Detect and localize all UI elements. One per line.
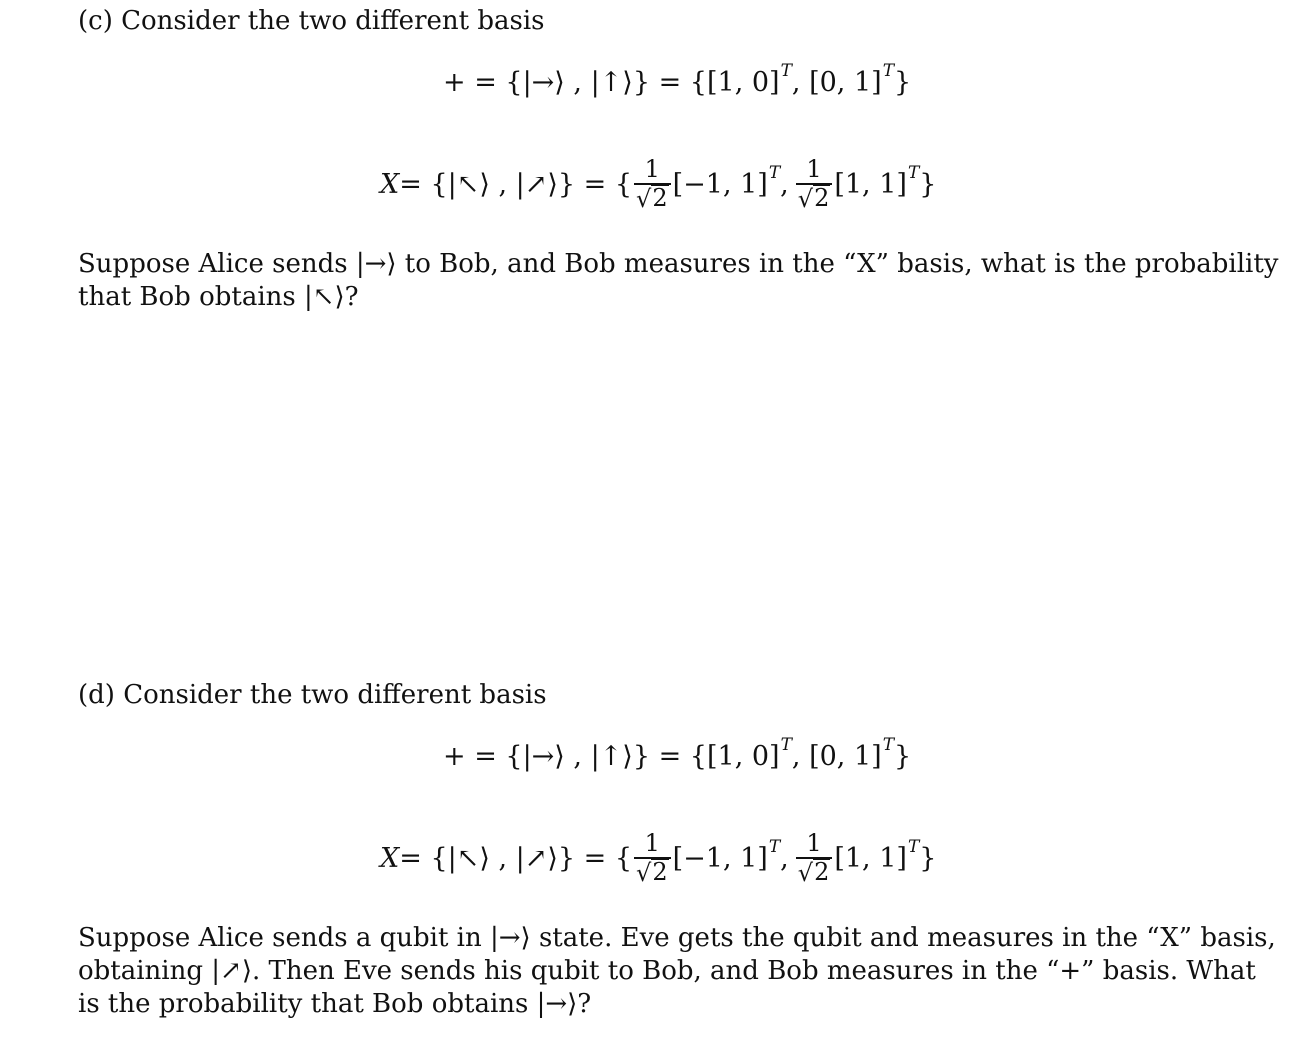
x-basis-lhs: X — [380, 842, 400, 874]
comma: , — [780, 168, 789, 200]
sqrt-symbol: √ — [636, 184, 652, 213]
sqrt-radicand: 2 — [652, 857, 668, 886]
question-line: Suppose Alice sends a qubit in |→⟩ state. Eve gets the qubit and measures in the “X” basis, — [78, 923, 1276, 953]
problem-c — [78, 4, 1279, 312]
transpose-sup: T — [882, 60, 895, 81]
problem-d-question — [78, 922, 1276, 1021]
transpose-sup: T — [768, 836, 781, 857]
transpose-sup: T — [780, 734, 792, 755]
plus-basis-lhs: + = {|→⟩ , |↑⟩} = {[1, 0] — [443, 740, 780, 772]
vector-1: [−1, 1] — [672, 842, 768, 874]
transpose-sup: T — [907, 836, 920, 857]
fraction-numerator: 1 — [806, 829, 822, 858]
plus-basis-end: } — [894, 740, 912, 772]
problem-d-heading: (d) Consider the two different basis — [78, 680, 547, 710]
x-basis-eq-part: = {|↖⟩ , |↗⟩} = { — [399, 842, 633, 874]
problem-d — [78, 678, 1276, 1019]
fraction-denominator — [796, 185, 833, 213]
x-basis-eq-part: = {|↖⟩ , |↗⟩} = { — [399, 168, 633, 200]
transpose-sup: T — [780, 60, 792, 81]
fraction-one-over-sqrt2 — [634, 155, 671, 213]
x-basis-equation — [380, 144, 936, 224]
fraction-one-over-sqrt2 — [634, 829, 671, 887]
fraction-denominator — [634, 859, 671, 887]
plus-basis-lhs: + = {|→⟩ , |↑⟩} = {[1, 0] — [443, 66, 780, 98]
fraction-numerator: 1 — [644, 829, 660, 858]
sqrt-radicand: 2 — [814, 857, 830, 886]
fraction-denominator — [634, 185, 671, 213]
plus-basis-equation — [443, 736, 911, 776]
x-basis-equation — [380, 818, 936, 898]
problem-c-question — [78, 248, 1279, 314]
sqrt-symbol: √ — [797, 858, 814, 887]
fraction-denominator — [796, 859, 833, 887]
transpose-sup: T — [882, 734, 895, 755]
fraction-one-over-sqrt2 — [796, 829, 833, 887]
comma: , — [780, 842, 789, 874]
x-basis-lhs: X — [380, 168, 400, 200]
vector-2: [1, 1] — [834, 168, 907, 200]
x-basis-end: } — [919, 168, 937, 200]
fraction-numerator: 1 — [806, 155, 822, 184]
sqrt-symbol: √ — [797, 184, 814, 213]
plus-basis-mid: , [0, 1] — [791, 66, 882, 98]
plus-basis-end: } — [894, 66, 912, 98]
fraction-numerator: 1 — [644, 155, 660, 184]
question-line: Suppose Alice sends |→⟩ to Bob, and Bob measures in the “X” basis, what is the probability — [78, 249, 1279, 279]
sqrt-symbol: √ — [636, 858, 652, 887]
question-line: obtaining |↗⟩. Then Eve sends his qubit to Bob, and Bob measures in the “+” basis. What — [78, 956, 1256, 986]
vector-1: [−1, 1] — [672, 168, 768, 200]
transpose-sup: T — [907, 162, 920, 183]
question-line: that Bob obtains |↖⟩? — [78, 282, 359, 312]
sqrt-radicand: 2 — [652, 183, 668, 212]
transpose-sup: T — [768, 162, 781, 183]
vector-2: [1, 1] — [834, 842, 907, 874]
fraction-one-over-sqrt2 — [796, 155, 833, 213]
plus-basis-equation — [443, 62, 911, 102]
sqrt-radicand: 2 — [814, 183, 830, 212]
x-basis-end: } — [919, 842, 937, 874]
problem-c-heading: (c) Consider the two different basis — [78, 6, 545, 36]
question-line: is the probability that Bob obtains |→⟩? — [78, 989, 592, 1019]
plus-basis-mid: , [0, 1] — [791, 740, 882, 772]
